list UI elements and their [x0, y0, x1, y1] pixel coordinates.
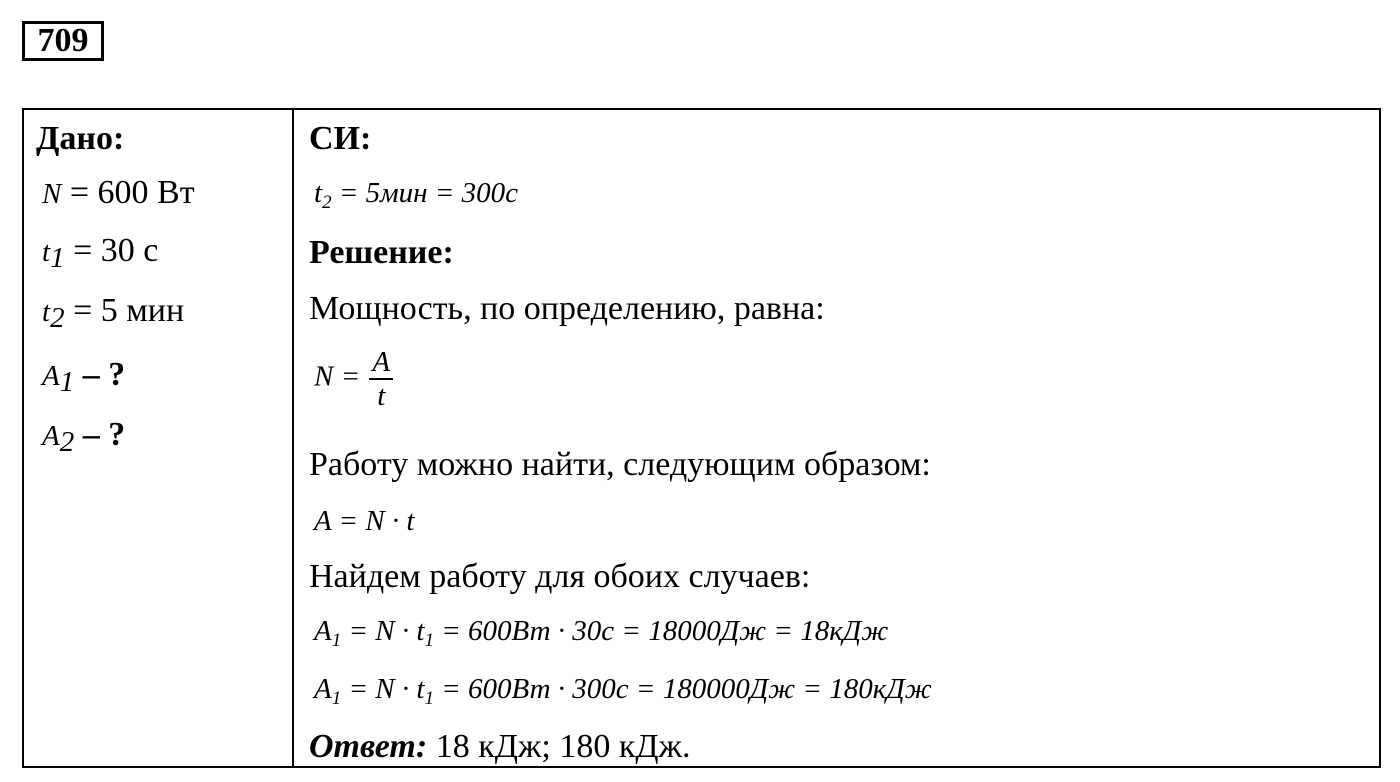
given-symbol: A	[42, 360, 60, 392]
given-subscript: 2	[59, 426, 75, 458]
si-symbol: t	[314, 177, 323, 209]
si-heading: СИ:	[309, 120, 372, 157]
given-item-a1	[42, 358, 125, 397]
given-item-t2	[42, 294, 184, 333]
calculation-2	[314, 673, 932, 709]
fraction-denominator: t	[377, 380, 386, 412]
given-unknown: – ?	[74, 356, 126, 393]
given-value: = 600 Вт	[61, 174, 195, 211]
given-symbol: t	[42, 236, 51, 268]
both-cases-text: Найдем работу для обоих случаев:	[309, 558, 811, 595]
given-symbol: A	[42, 420, 60, 452]
si-value: = 5мин = 300с	[331, 177, 518, 209]
given-item-a2	[42, 418, 125, 457]
given-subscript: 1	[59, 366, 75, 398]
given-symbol: N	[42, 178, 62, 210]
si-subscript: 2	[322, 192, 332, 213]
given-subscript: 1	[50, 242, 65, 274]
calc-a-subscript: 1	[331, 688, 342, 709]
answer-text: 18 кДж; 180 кДж.	[427, 728, 691, 765]
answer-label: Ответ:	[309, 728, 428, 765]
formula-work: A = N · t	[314, 505, 415, 537]
given-item-t1	[42, 234, 158, 273]
given-value: = 5 мин	[64, 292, 185, 329]
problem-number: 709	[22, 21, 104, 61]
solution-heading: Решение:	[309, 234, 454, 271]
given-heading: Дано:	[36, 120, 125, 157]
calc-a-subscript: 1	[331, 630, 342, 651]
calc-rest: = 600Вт · 30с = 18000Дж = 18кДж	[433, 615, 889, 647]
answer-line	[309, 730, 691, 764]
calc-a: A	[314, 615, 332, 647]
solution-table	[22, 108, 1381, 768]
given-subscript: 2	[50, 302, 65, 334]
formula-power	[314, 346, 393, 412]
work-text: Работу можно найти, следующим образом:	[309, 446, 931, 483]
given-item-power	[42, 176, 195, 210]
calc-t-subscript: 1	[424, 688, 434, 709]
fraction	[369, 346, 393, 412]
calculation-1	[314, 615, 889, 651]
calc-rest: = 600Вт · 300с = 180000Дж = 180кДж	[433, 673, 932, 705]
given-symbol: t	[42, 296, 51, 328]
power-definition-text: Мощность, по определению, равна:	[309, 290, 825, 327]
given-value: = 30 с	[64, 232, 159, 269]
formula-lhs: N =	[314, 360, 368, 393]
given-unknown: – ?	[74, 416, 126, 453]
si-conversion	[314, 177, 518, 213]
calc-mid: = N · t	[341, 673, 425, 705]
column-divider	[292, 110, 294, 766]
fraction-numerator: A	[372, 346, 391, 378]
calc-a: A	[314, 673, 332, 705]
calc-mid: = N · t	[341, 615, 425, 647]
calc-t-subscript: 1	[424, 630, 434, 651]
